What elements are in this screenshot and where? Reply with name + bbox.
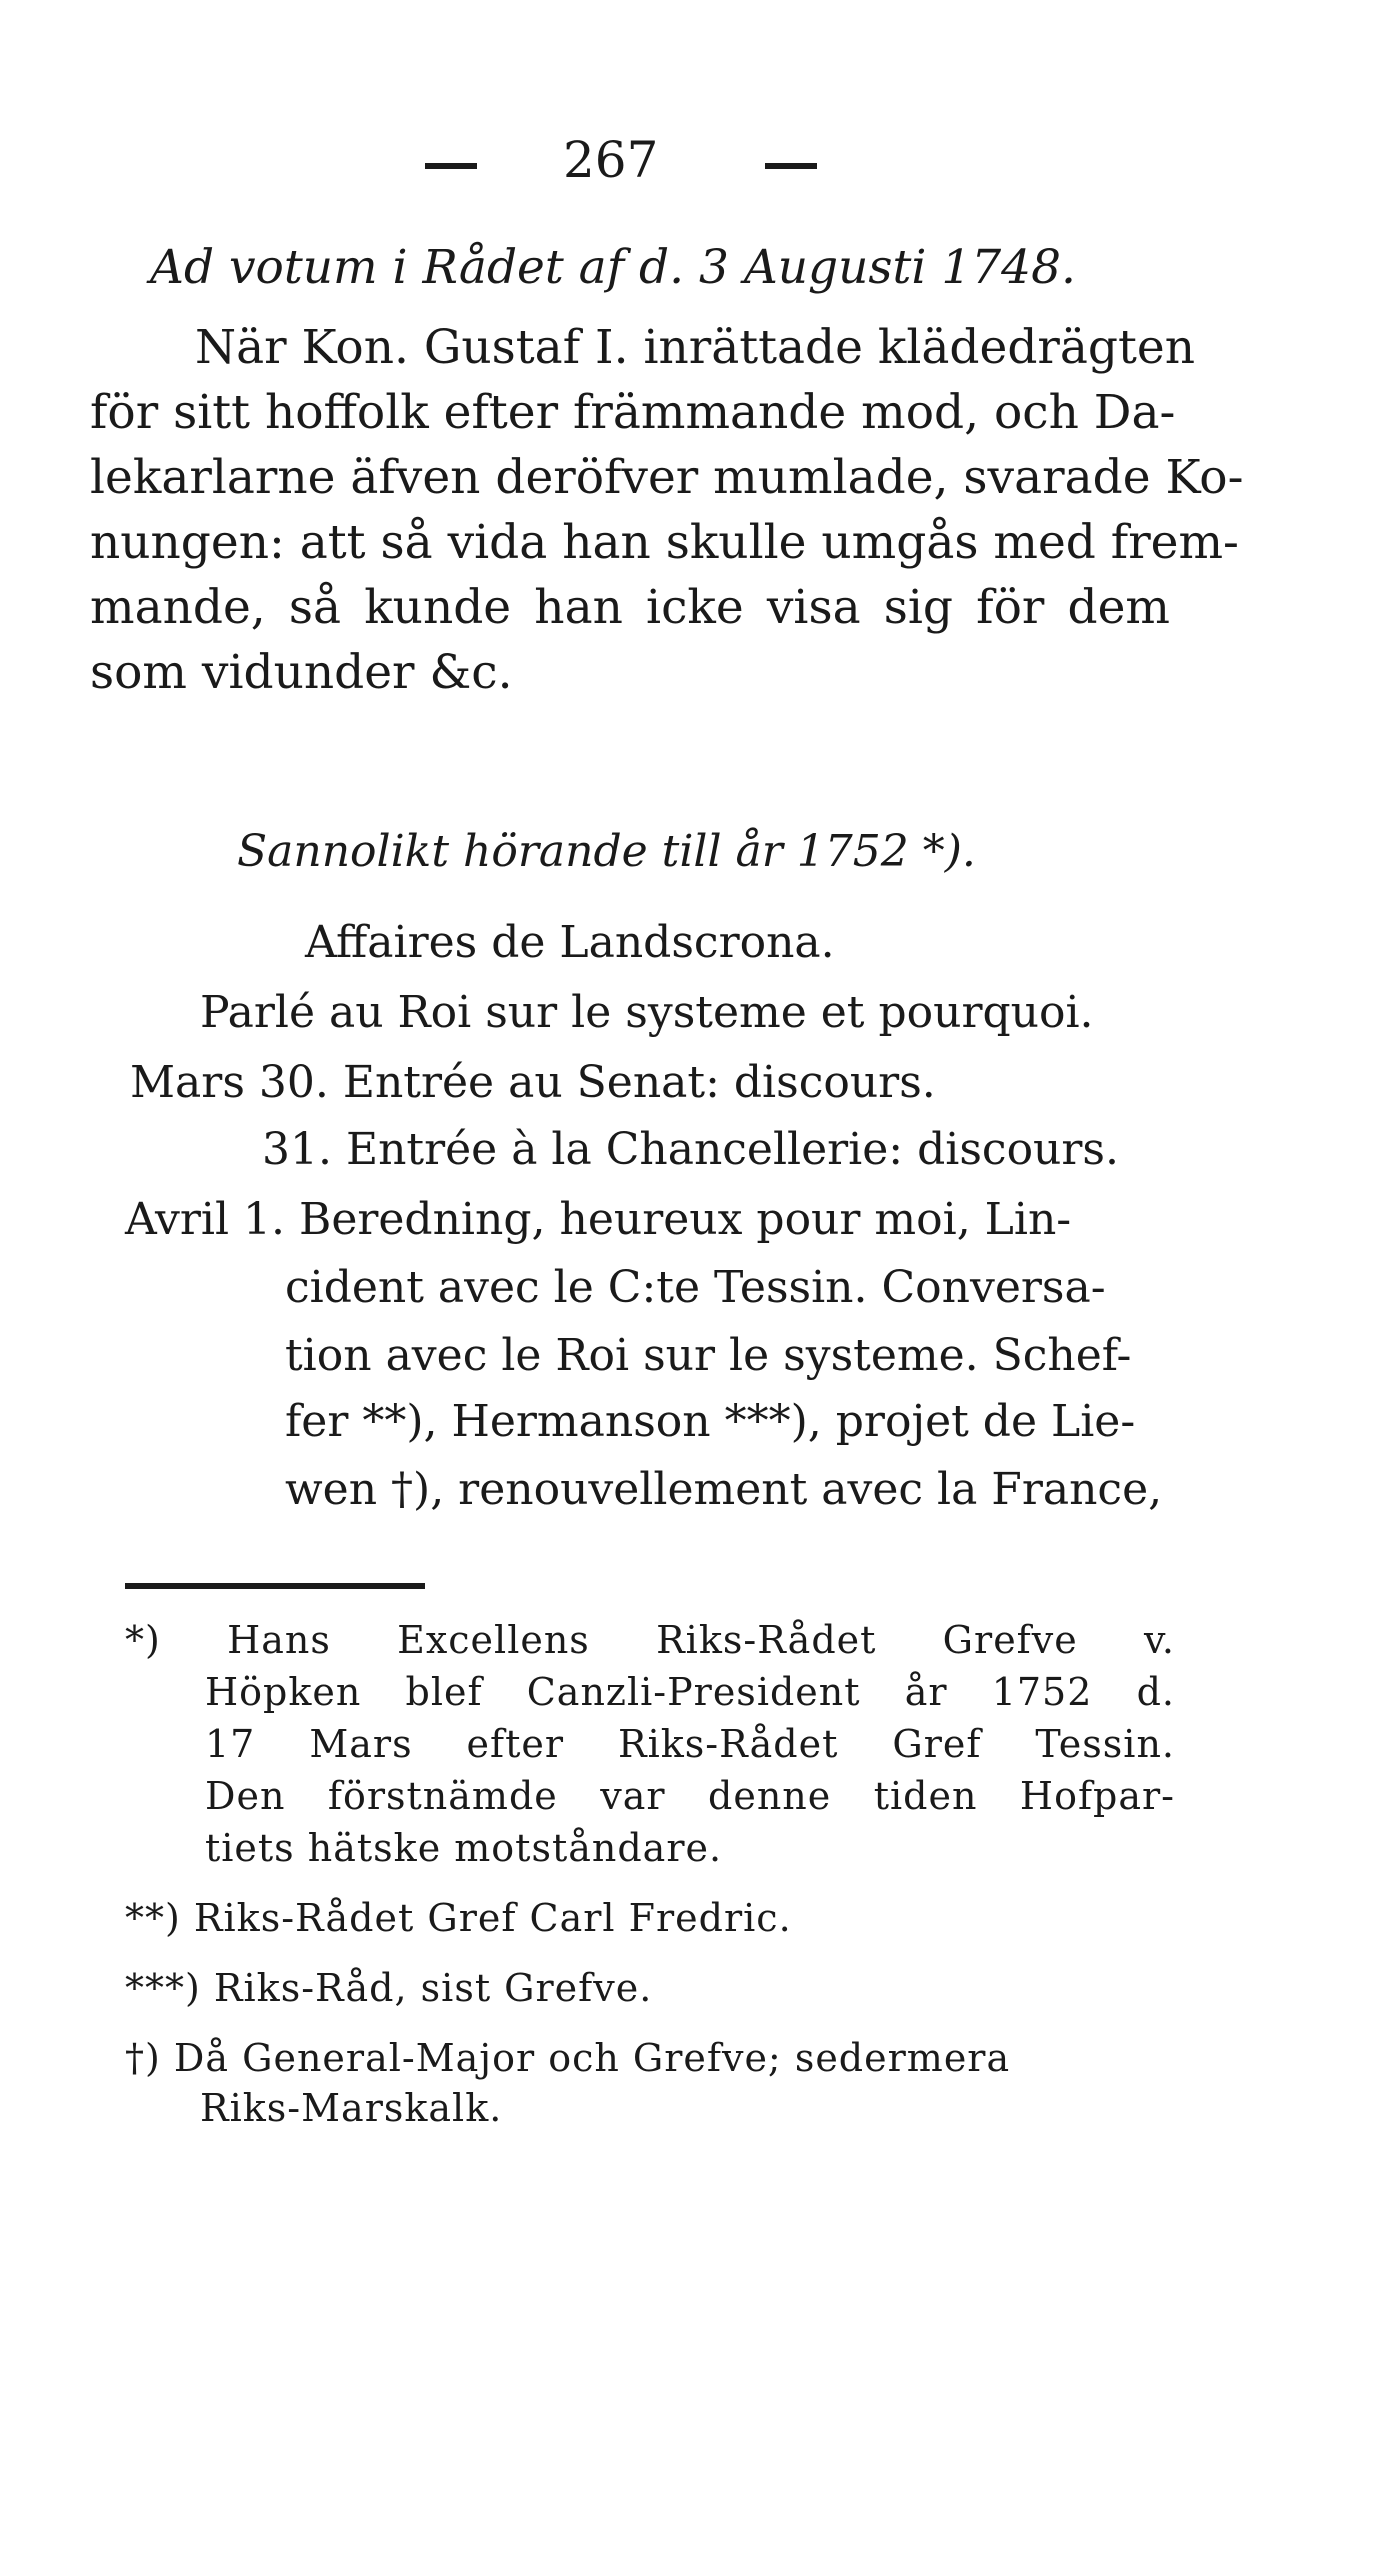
section-title: Sannolikt hörande till år 1752 *). bbox=[237, 826, 976, 877]
footnote-line: †) Då General-Major och Grefve; sedermera bbox=[125, 2036, 1011, 2080]
entry-line: fer **), Hermanson ***), projet de Lie- bbox=[285, 1396, 1136, 1447]
entry-line: Affaires de Landscrona. bbox=[305, 917, 835, 968]
entry-line: Parlé au Roi sur le systeme et pourquoi. bbox=[200, 987, 1094, 1038]
footnote-line: 17 Mars efter Riks-Rådet Gref Tessin. bbox=[205, 1722, 1175, 1766]
entry-line: wen †), renouvellement avec la France, bbox=[285, 1464, 1163, 1515]
footnote-line: Höpken blef Canzli-President år 1752 d. bbox=[205, 1670, 1175, 1714]
footnote-rule bbox=[125, 1583, 425, 1589]
page-number: 267 bbox=[563, 131, 659, 189]
footnote-line: ***) Riks-Råd, sist Grefve. bbox=[125, 1966, 653, 2010]
page-header bbox=[0, 130, 1400, 190]
votum-line: mande, så kunde han icke visa sig för dem bbox=[90, 580, 1170, 635]
votum-line: När Kon. Gustaf I. inrättade klädedrägten bbox=[195, 320, 1195, 375]
votum-line: nungen: att så vida han skulle umgås med frem- bbox=[90, 515, 1239, 570]
header-dash-left bbox=[425, 163, 477, 169]
entry-line: Mars 30. Entrée au Senat: discours. bbox=[130, 1057, 936, 1108]
entry-line: tion avec le Roi sur le systeme. Schef- bbox=[285, 1330, 1132, 1381]
footnote-line: tiets hätske motståndare. bbox=[205, 1826, 723, 1870]
votum-line: som vidunder &c. bbox=[90, 645, 513, 700]
entry-line: Avril 1. Beredning, heureux pour moi, Lin- bbox=[125, 1194, 1072, 1245]
footnote-line: Den förstnämde var denne tiden Hofpar- bbox=[205, 1774, 1175, 1818]
votum-title: Ad votum i Rådet af d. 3 Augusti 1748. bbox=[150, 240, 1076, 295]
entry-line: cident avec le C:te Tessin. Conversa- bbox=[285, 1262, 1106, 1313]
header-dash-right bbox=[765, 163, 817, 169]
entry-line: 31. Entrée à la Chancellerie: discours. bbox=[262, 1124, 1119, 1175]
footnote-line: **) Riks-Rådet Gref Carl Fredric. bbox=[125, 1896, 792, 1940]
footnote-line: *) Hans Excellens Riks-Rådet Grefve v. bbox=[125, 1618, 1175, 1662]
footnote-line: Riks-Marskalk. bbox=[200, 2086, 503, 2130]
votum-line: för sitt hoffolk efter främmande mod, och Da- bbox=[90, 385, 1176, 440]
votum-line: lekarlarne äfven deröfver mumlade, svarade Ko- bbox=[90, 450, 1244, 505]
